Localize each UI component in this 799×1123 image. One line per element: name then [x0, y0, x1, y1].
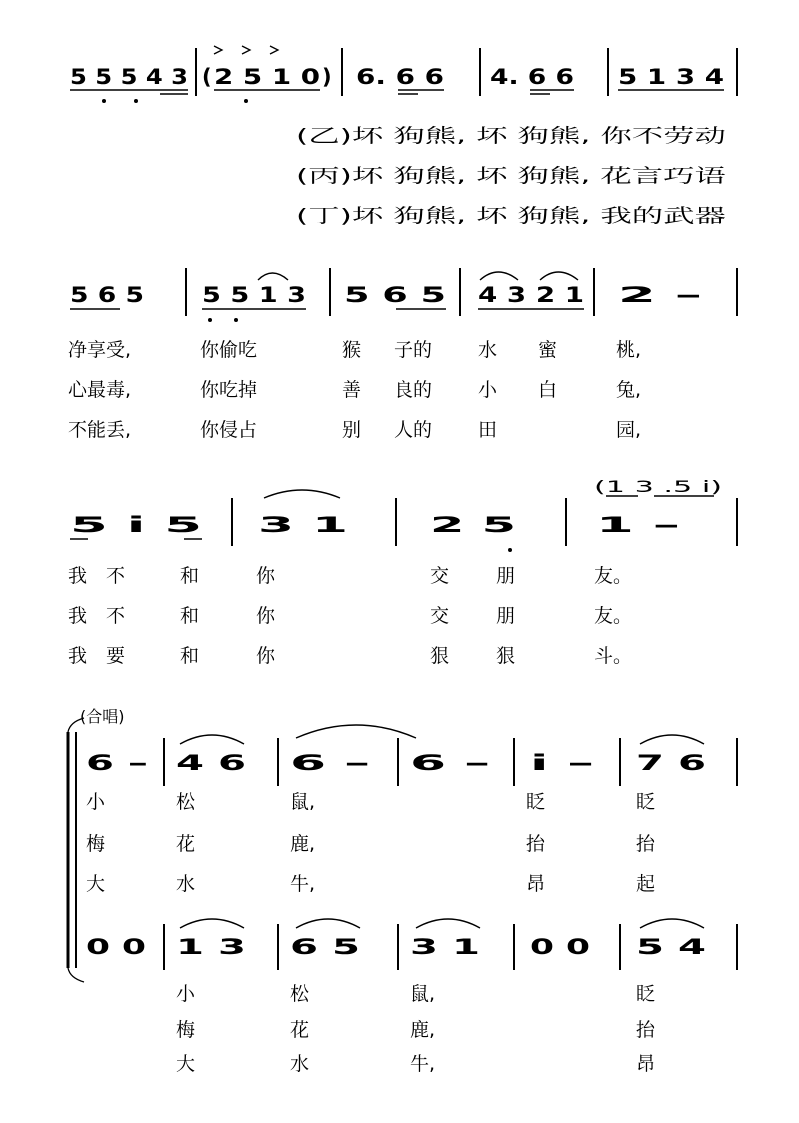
lyric: 起: [636, 873, 656, 895]
lyric: 松: [176, 791, 196, 813]
slur: [180, 919, 244, 928]
chorus-label: (合唱): [80, 707, 125, 726]
measure-notes: 5 4: [636, 935, 706, 959]
lyric: 你侵占: [200, 419, 258, 441]
measure-4-notes: 1 –: [596, 513, 680, 537]
measure-notes: 0 0: [530, 935, 590, 959]
lyric: 鹿,: [410, 1019, 436, 1041]
measure-3-notes: 6. 6 6: [356, 65, 444, 89]
lyrics-row: [68, 605, 632, 627]
measure-5-notes: 5 1 3 4: [618, 65, 724, 89]
lyric: 友。: [594, 565, 633, 587]
lyric: 你: [256, 605, 276, 627]
lyric: 和: [180, 605, 200, 627]
lyric: 大: [86, 873, 106, 895]
lyric: 眨: [636, 983, 656, 1005]
measure-notes: 1 3: [176, 935, 246, 959]
measure-notes: 6 –: [290, 751, 370, 775]
low-octave-dot: [208, 318, 212, 322]
lyrics-row: [86, 833, 656, 855]
lyric: 桃,: [616, 339, 642, 361]
lyric: 兔,: [616, 379, 642, 401]
lyric: 和: [180, 645, 200, 667]
lyric: 狠: [496, 645, 516, 667]
lyric: 蜜: [538, 339, 558, 361]
lyric: 眨: [526, 791, 546, 813]
lyric: 朋: [496, 565, 516, 587]
accent-mark: [242, 46, 250, 54]
slur: [296, 919, 360, 928]
measure-4-notes: 4. 6 6: [490, 65, 574, 89]
accent-mark: [214, 46, 222, 54]
verse-line-d: (丁)坏 狗熊, 坏 狗熊, 我的武器: [296, 205, 726, 227]
section-3: [68, 477, 737, 667]
measure-notes: 6 5: [290, 935, 360, 959]
measure-5-notes: 2 –: [618, 283, 702, 307]
lyric: 水: [176, 873, 196, 895]
measure-notes: i –: [530, 751, 594, 775]
measure-2-notes: 2 5 1 0: [214, 65, 320, 89]
lyric: 白: [538, 379, 558, 401]
lyrics-row: [68, 419, 641, 441]
lyric: 小: [478, 379, 498, 401]
lyrics-row: [86, 873, 655, 895]
section-1: [70, 46, 737, 227]
measure-notes: 7 6: [636, 751, 706, 775]
lyric: 田: [478, 419, 498, 441]
lyric: 水: [478, 339, 498, 361]
lyric: 心最毒,: [68, 379, 132, 401]
low-octave-dot: [102, 99, 106, 103]
lyrics-row: [176, 983, 655, 1005]
measure-1-notes: 5 i 5: [70, 513, 202, 537]
measure-notes: 3 1: [410, 935, 480, 959]
lyrics-row: [68, 339, 641, 361]
low-octave-dot: [244, 99, 248, 103]
lyric: 不: [106, 565, 126, 587]
measure-2-notes: 5 5 1 3: [202, 283, 306, 307]
slur: [640, 919, 704, 928]
lyric: 我: [68, 645, 88, 667]
measure-4-notes: 4 3 2 1: [478, 283, 584, 307]
lyric: 你吃掉: [200, 379, 258, 401]
lyric: 要: [106, 645, 126, 667]
low-octave-dot: [234, 318, 238, 322]
section-2: [68, 268, 737, 441]
lyric: 眨: [636, 791, 656, 813]
paren-close: ): [322, 65, 332, 89]
lyric: 鹿,: [290, 833, 316, 855]
lyric: 我: [68, 605, 88, 627]
lyric: 良的: [394, 379, 433, 401]
measure-3-notes: 5 6 5: [344, 283, 446, 307]
measure-1-notes: 5 6 5: [70, 283, 144, 307]
slur: [258, 273, 288, 280]
lyric: 交: [430, 565, 450, 587]
lyrics-row: [68, 565, 632, 587]
slur: [480, 272, 518, 280]
low-octave-dot: [134, 99, 138, 103]
measure-3-notes: 2 5: [430, 513, 516, 537]
section-4-chorus: [68, 707, 737, 1075]
lyric: 抬: [636, 833, 656, 855]
slur: [180, 735, 244, 744]
measure-notes: 4 6: [176, 751, 246, 775]
lyric: 猴: [342, 339, 362, 361]
lyrics-row: [176, 1053, 655, 1075]
measure-notes: 0 0: [86, 935, 146, 959]
slur: [640, 735, 704, 744]
lyric: 鼠,: [410, 983, 436, 1005]
paren-open: (: [202, 65, 212, 89]
lyric: 小: [176, 983, 196, 1005]
lyrics-row: [68, 379, 641, 401]
slur: [540, 272, 578, 280]
lyric: 和: [180, 565, 200, 587]
lyric: 斗。: [594, 645, 633, 667]
lyric: 你: [256, 565, 276, 587]
slur: [264, 490, 340, 498]
slur: [296, 725, 416, 738]
lower-voice-notes: [86, 935, 706, 959]
lyric: 昂: [636, 1053, 656, 1075]
lyric: 子的: [394, 339, 433, 361]
lyrics-row: [86, 791, 655, 813]
lyrics-row: [68, 645, 632, 667]
lyric: 别: [342, 419, 362, 441]
lyric: 人的: [394, 419, 433, 441]
lyric: 不: [106, 605, 126, 627]
lyric: 花: [176, 833, 196, 855]
lyric: 园,: [616, 419, 642, 441]
lyric: 小: [86, 791, 106, 813]
slur: [416, 919, 480, 928]
lyrics-row: [176, 1019, 656, 1041]
verse-line-b: (乙)坏 狗熊, 坏 狗熊, 你不劳动: [296, 125, 726, 147]
lyric: 松: [290, 983, 310, 1005]
lyric: 抬: [526, 833, 546, 855]
lyric: 善: [342, 379, 362, 401]
lyric: 梅: [86, 833, 106, 855]
lyric: 不能丢,: [68, 419, 132, 441]
verse-line-c: (丙)坏 狗熊, 坏 狗熊, 花言巧语: [296, 165, 726, 187]
measure-notes: 6 –: [86, 751, 148, 775]
upper-voice-notes: [86, 751, 706, 775]
measure-1-notes: 5 5 5 4 3: [70, 65, 188, 89]
ending-note: (1 3 .5 i): [594, 477, 722, 496]
lyric: 鼠,: [290, 791, 316, 813]
lyric: 交: [430, 605, 450, 627]
accent-mark: [270, 46, 278, 54]
lyric: 友。: [594, 605, 633, 627]
measure-2-notes: 3 1: [258, 513, 348, 537]
lyric: 我: [68, 565, 88, 587]
lyric: 你: [256, 645, 276, 667]
lyric: 水: [290, 1053, 310, 1075]
lyric: 朋: [496, 605, 516, 627]
lyric: 牛,: [290, 873, 316, 895]
low-octave-dot: [508, 548, 512, 552]
lyric: 你偷吃: [200, 339, 258, 361]
bracket-hook: [68, 968, 84, 982]
lyric: 花: [290, 1019, 310, 1041]
lyric: 狠: [430, 645, 450, 667]
lyric: 昂: [526, 873, 546, 895]
lyric: 牛,: [410, 1053, 436, 1075]
lyric: 梅: [176, 1019, 196, 1041]
measure-notes: 6 –: [410, 751, 490, 775]
lyric: 净享受,: [68, 339, 132, 361]
lyric: 大: [176, 1053, 196, 1075]
lyric: 抬: [636, 1019, 656, 1041]
